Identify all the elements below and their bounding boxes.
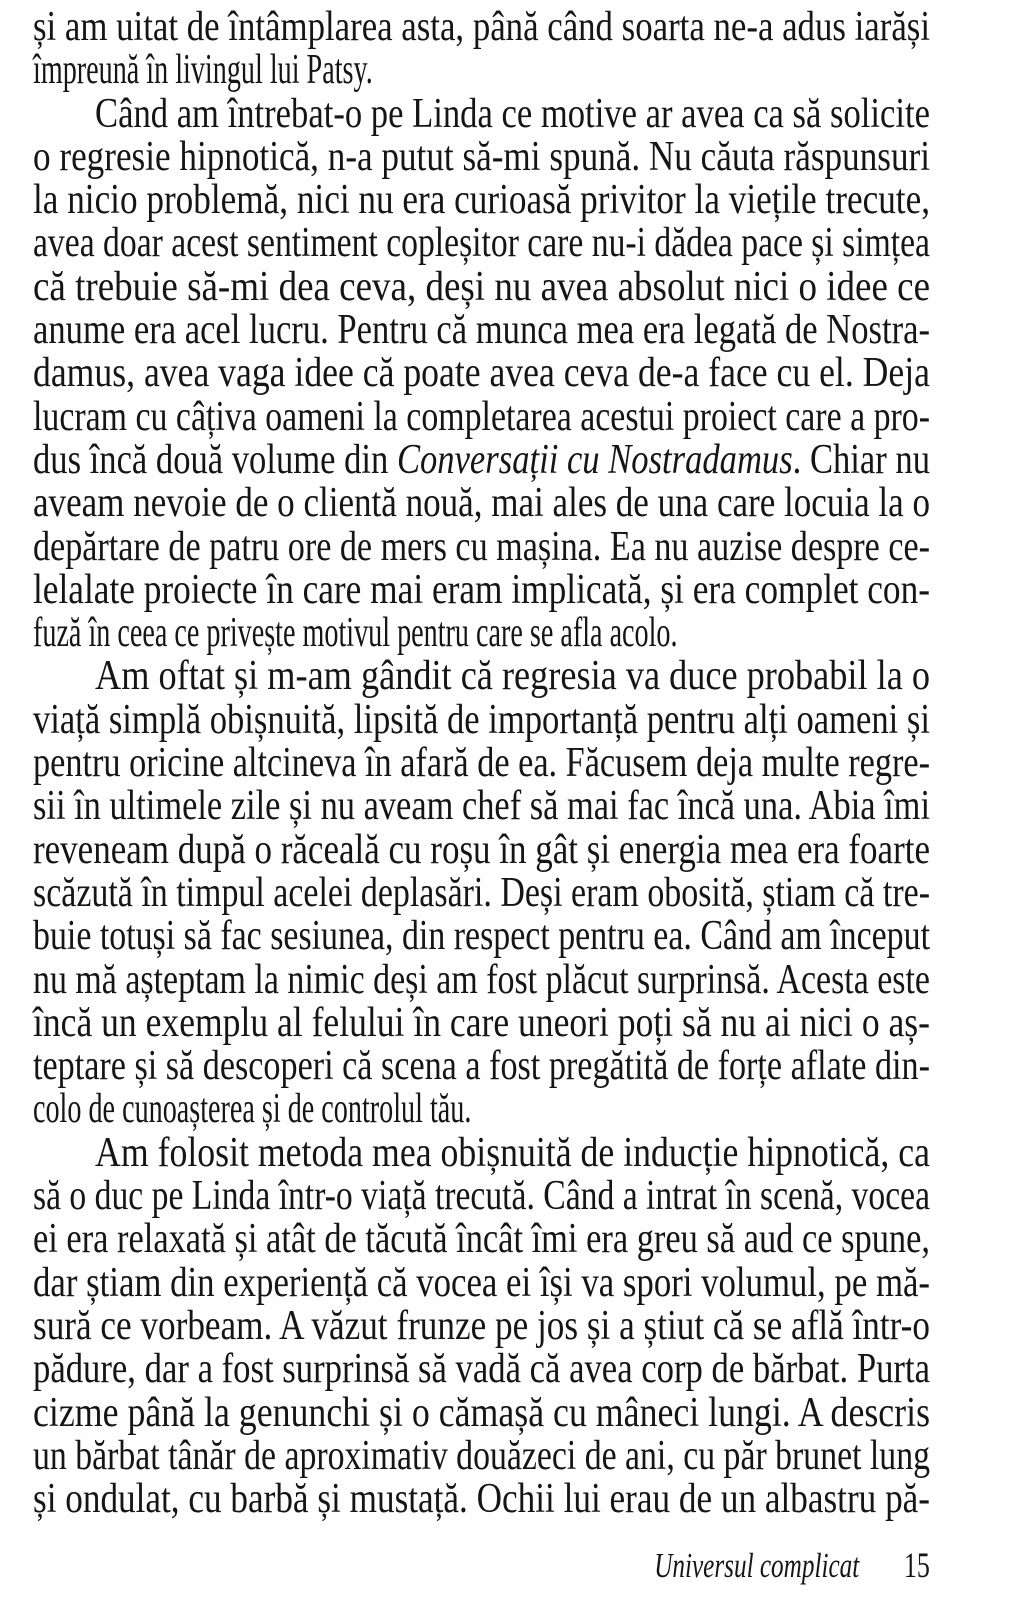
footer-content: [654, 1540, 930, 1598]
text-line: [33, 222, 930, 265]
text-segment: Când am întrebat-o pe Linda ce motive ar avea ca să solicite: [95, 90, 930, 137]
text-line: [33, 1302, 930, 1349]
text-segment: sură ce vorbeam. A văzut frunze pe jos și a știut că se află într-o: [33, 1302, 930, 1349]
text-line-content: [33, 869, 930, 916]
text-segment: nu mă așteptam la nimic deși am fost plăcut surprinsă. Acesta este: [33, 956, 930, 1003]
text-line-content: [33, 1389, 930, 1436]
text-line-content: [33, 436, 930, 483]
text-segment: că trebuie să-mi dea ceva, deși nu avea absolut nici o idee ce: [33, 263, 930, 310]
text-line-content: [33, 393, 930, 440]
text-line: [33, 1432, 930, 1479]
text-line: [33, 179, 930, 222]
text-line-content: [33, 1088, 471, 1131]
text-line-content: [33, 696, 930, 743]
text-segment: scăzută în timpul acelei deplasări. Deși eram obosită, știam că tre-: [33, 869, 930, 916]
text-segment: Am folosit metoda mea obișnuită de inducție hipnotică, ca: [95, 1129, 930, 1176]
text-line-content: [33, 263, 930, 310]
text-line-content: [95, 90, 930, 137]
text-line-content: [33, 6, 930, 49]
text-line: [33, 999, 930, 1046]
text-line: [33, 1259, 930, 1306]
running-title: Universul complicat: [654, 1546, 860, 1585]
text-line-content: [33, 1045, 930, 1088]
text-line-content: [33, 49, 373, 92]
text-line: [33, 436, 930, 483]
text-line-content: [33, 826, 930, 873]
text-line-content: [33, 309, 930, 352]
page-number: 15: [904, 1545, 930, 1585]
text-line-content: [33, 133, 930, 180]
text-line: [33, 90, 930, 137]
text-line-content: [33, 352, 930, 395]
text-line: [33, 1088, 930, 1131]
text-line: [33, 1389, 930, 1436]
text-line: [33, 1045, 930, 1088]
text-line: [33, 352, 930, 395]
text-segment: anume era acel lucru. Pentru că munca mea era legată de Nostra-: [33, 307, 930, 354]
text-line-content: [95, 655, 930, 698]
text-line-content: [33, 1432, 930, 1479]
text-line: [33, 523, 930, 570]
text-segment: buie totuși să fac sesiunea, din respect pentru ea. Când am început: [33, 913, 930, 960]
text-line-content: [33, 1259, 930, 1306]
text-line: [33, 133, 930, 180]
text-line: [33, 6, 930, 49]
text-segment: viață simplă obișnuită, lipsită de importanță pentru alți oameni și: [33, 696, 930, 743]
text-line: [33, 1478, 930, 1521]
text-segment: încă un exemplu al felului în care uneori poți să nu ai nici o aș-: [33, 999, 930, 1046]
text-line-content: [33, 742, 930, 785]
text-line-content: [33, 566, 930, 613]
text-segment: . Chiar nu: [792, 436, 930, 483]
text-line: [33, 1218, 930, 1261]
text-line-content: [33, 1302, 930, 1349]
text-line-content: [33, 1218, 930, 1261]
text-line-content: [33, 915, 930, 958]
text-line-content: [33, 482, 930, 525]
text-segment: sii în ultimele zile și nu aveam chef să mai fac încă una. Abia îmi: [33, 783, 930, 830]
text-segment: dar știam din experiență că vocea ei își va spori volumul, pe mă-: [33, 1259, 930, 1306]
text-line: [33, 49, 930, 92]
text-line-content: [33, 222, 930, 265]
text-segment: și ondulat, cu barbă și mustață. Ochii lui erau de un albastru pă-: [33, 1476, 930, 1523]
text-line: [33, 1175, 930, 1218]
text-line-content: [33, 1175, 930, 1218]
text-line: [33, 482, 930, 525]
text-line: [33, 696, 930, 743]
text-line: [33, 742, 930, 785]
text-line-content: [95, 1129, 930, 1176]
text-segment: aveam nevoie de o clientă nouă, mai ales de una care locuia la o: [33, 480, 930, 527]
text-segment: ei era relaxată și atât de tăcută încât îmi era greu să aud ce spune,: [33, 1216, 930, 1263]
text-line-content: [33, 612, 678, 655]
text-line-content: [33, 999, 930, 1046]
text-line-content: [33, 179, 930, 222]
text-line-content: [33, 1348, 930, 1391]
text-segment: pentru oricine altcineva în afară de ea. Făcusem deja multe regre-: [33, 740, 930, 787]
text-segment: Am oftat și m-am gândit că regresia va duce probabil la o: [95, 653, 930, 700]
text-line: [33, 655, 930, 698]
text-line: [33, 1348, 930, 1391]
page-footer: [547, 1540, 930, 1590]
text-line-content: [33, 956, 930, 1003]
text-line: [33, 612, 930, 655]
text-segment: să o duc pe Linda într-o viață trecută. Când a intrat în scenă, vocea: [33, 1173, 930, 1220]
text-line: [33, 1129, 930, 1176]
text-segment: un bărbat tânăr de aproximativ douăzeci de ani, cu păr brunet lung: [33, 1432, 930, 1479]
text-line: [33, 263, 930, 310]
text-segment: o regresie hipnotică, n-a putut să-mi spună. Nu căuta răspunsuri: [33, 133, 930, 180]
text-segment: lucram cu câțiva oameni la completarea acestui proiect care a pro-: [33, 393, 930, 440]
page-text: [33, 6, 930, 1521]
text-segment: lelalate proiecte în care mai eram implicată, și era complet con-: [33, 566, 930, 613]
text-line: [33, 869, 930, 916]
text-segment: și am uitat de întâmplarea asta, până când soarta ne-a adus iarăși: [33, 4, 930, 50]
text-segment: cizme până la genunchi și o cămașă cu mâneci lungi. A descris: [33, 1389, 930, 1436]
text-line: [33, 956, 930, 1003]
text-segment: teptare și să descoperi că scena a fost pregătită de forțe aflate din-: [33, 1043, 931, 1090]
text-line-content: [33, 1478, 930, 1521]
text-segment: colo de cunoașterea și de controlul tău.: [33, 1086, 472, 1133]
text-segment: depărtare de patru ore de mers cu mașina. Ea nu auzise despre ce-: [33, 523, 930, 570]
text-line: [33, 826, 930, 873]
text-segment: dus încă două volume din: [33, 436, 397, 483]
text-line: [33, 309, 930, 352]
italic-book-title: Conversații cu Nostradamus: [396, 436, 793, 483]
text-segment: pădure, dar a fost surprinsă să vadă că avea corp de bărbat. Purta: [33, 1346, 930, 1393]
text-line: [33, 566, 930, 613]
text-segment: împreună în livingul lui Patsy.: [33, 47, 373, 94]
text-segment: damus, avea vaga idee că poate avea ceva de-a face cu el. Deja: [33, 350, 930, 397]
text-segment: reveneam după o răceală cu roșu în gât și energia mea era foarte: [33, 826, 930, 873]
text-segment: fuză în ceea ce privește motivul pentru care se afla acolo.: [33, 610, 678, 657]
text-segment: avea doar acest sentiment copleșitor care nu-i dădea pace și simțea: [33, 220, 930, 267]
text-line: [33, 915, 930, 958]
text-line-content: [33, 523, 930, 570]
text-line: [33, 785, 930, 828]
text-segment: la nicio problemă, nici nu era curioasă privitor la viețile trecute,: [33, 177, 930, 224]
text-line-content: [33, 785, 930, 828]
text-line: [33, 393, 930, 440]
